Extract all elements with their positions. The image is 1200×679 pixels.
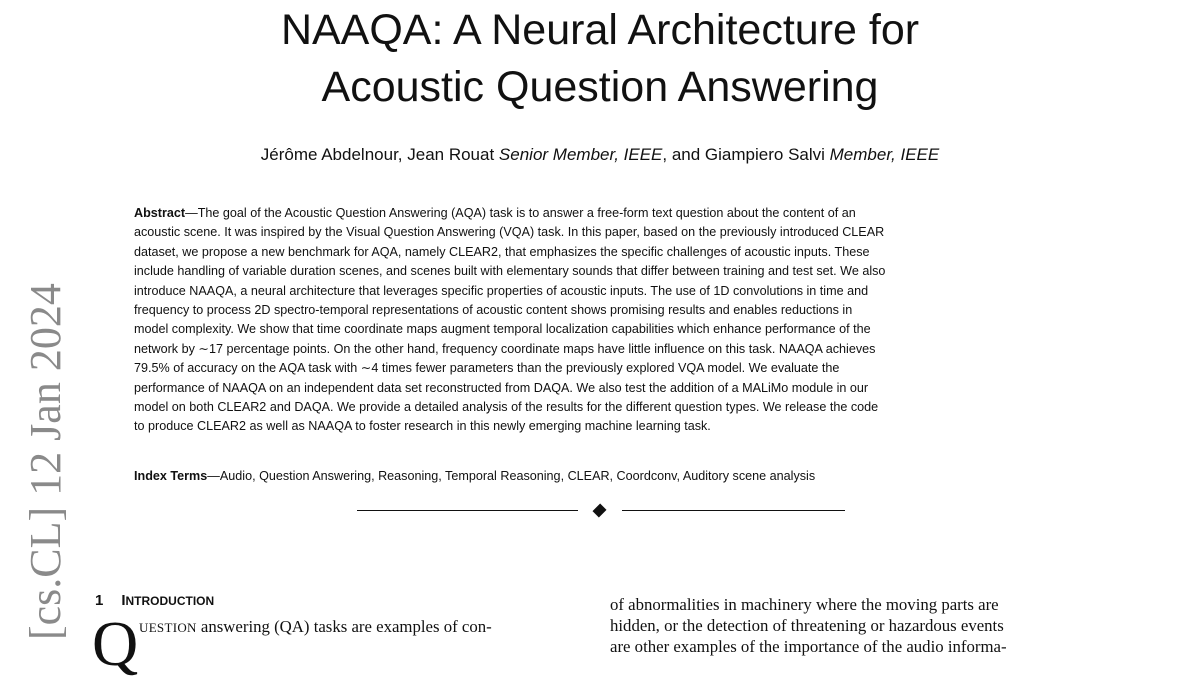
divider-line [622,510,845,511]
abstract-line: introduce NAAQA, a neural architecture that leverages specific properties of acoustic inputs. The use of 1D convolutions in time and [134,283,869,298]
text-line: hidden, or the detection of threatening or hazardous events [610,616,1004,635]
arxiv-sidebar: [cs.CL] 12 Jan 2024 [21,283,70,640]
index-terms [134,469,815,483]
index-terms-label: Index Terms [134,469,208,483]
authors [0,145,1200,165]
text-line: of abnormalities in machinery where the moving parts are [610,595,999,614]
divider-line [357,510,578,511]
section-heading [95,592,214,609]
drop-cap: Q [92,608,139,679]
author-names: Jérôme Abdelnour, Jean Rouat [260,145,499,164]
section-number: 1 [95,592,104,609]
index-terms-text: —Audio, Question Answering, Reasoning, Temporal Reasoning, CLEAR, Coordconv, Auditory scene analysis [207,469,816,483]
abstract-line: Abstract—The goal of the Acoustic Question Answering (AQA) task is to answer a free-form text question about the content of an [134,206,856,220]
abstract [134,204,1074,437]
abstract-line: frequency to process 2D spectro-temporal representations of acoustic content shows promising results and enables reductions in [134,303,853,318]
abstract-line: model on both CLEAR2 and DAQA. We provide a detailed analysis of the results for the different question types. We release the code [134,400,879,415]
title-line: NAAQA: A Neural Architecture for [280,6,920,54]
abstract-line: acoustic scene. It was inspired by the Visual Question Answering (VQA) task. In this paper, based on the previously introduced CLEAR [134,225,885,240]
abstract-line: dataset, we propose a new benchmark for AQA, namely CLEAR2, that emphasizes the specific challenges of acoustic inputs. These [134,244,870,259]
section-title: NTRODUCTION [125,594,215,608]
author-role: Member, IEEE [829,145,940,164]
text-line: are other examples of the importance of the audio informa- [610,637,1007,656]
abstract-line: 79.5% of accuracy on the AQA task with ∼4 times fewer parameters than the previously explored VQA model. We evaluate the [134,361,840,376]
abstract-line: include handling of variable duration scenes, and scenes built with elementary sounds that differ between training and test set. We also [134,264,886,279]
paper-title [0,2,1200,116]
section-title: I [121,592,126,609]
abstract-line: performance of NAAQA on an independent data set reconstructed from DAQA. We also test the addition of a MALiMo module in our [134,380,869,395]
author-names: , and Giampiero Salvi [662,145,830,164]
left-column-text: UESTION answering (QA) tasks are examples of con- [139,617,492,636]
author-role: Senior Member, IEEE [498,145,663,164]
title-line: Acoustic Question Answering [321,63,879,111]
abstract-line: network by ∼17 percentage points. On the other hand, frequency coordinate maps have little influence on this task. NAAQA achieves [134,341,876,356]
abstract-line: model complexity. We show that time coordinate maps augment temporal localization capabilities which enhance performance of the [134,322,871,337]
abstract-line: to produce CLEAR2 as well as NAAQA to foster research in this newly emerging machine learning task. [134,419,711,434]
abstract-label: Abstract [134,206,186,220]
diamond-icon [592,503,606,517]
